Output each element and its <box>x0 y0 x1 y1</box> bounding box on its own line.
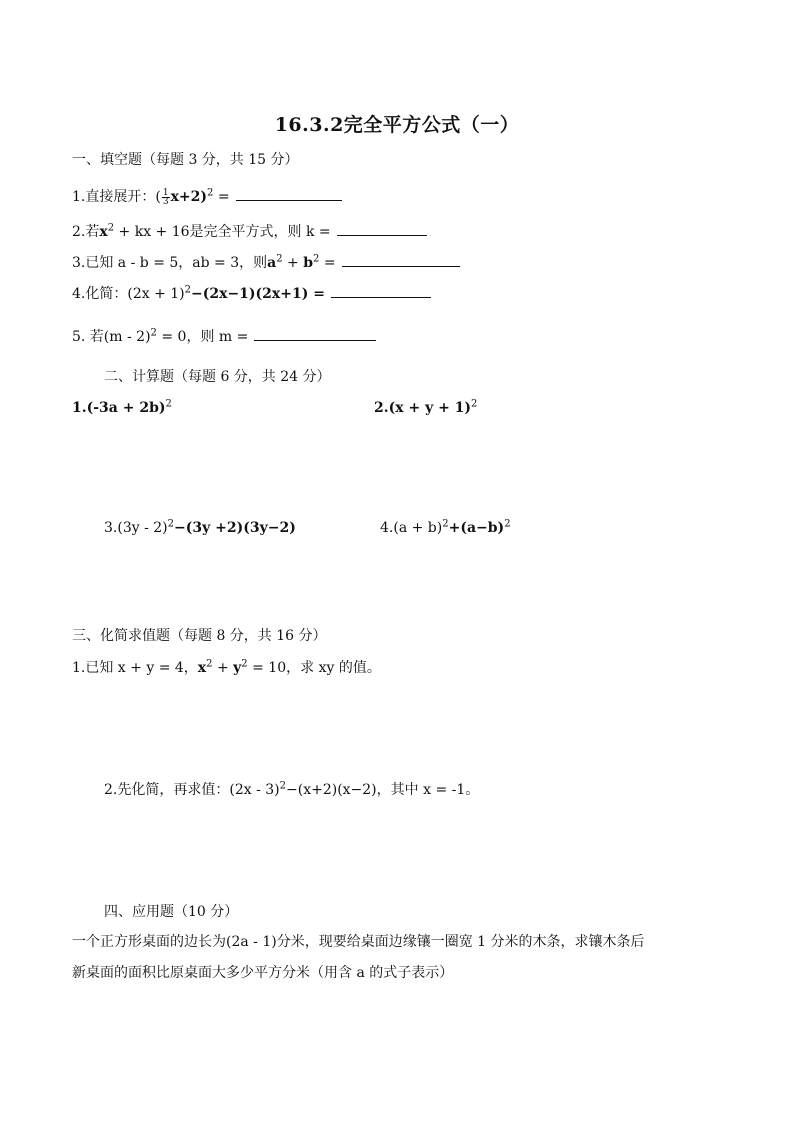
q1-1-expr: x+2) <box>170 189 208 205</box>
q3-2-prefix: 2.先化简，再求值：(2x - 3) <box>104 782 280 798</box>
q1-3-suffix: = <box>319 255 336 271</box>
q3-1-suffix: = 10，求 xy 的值。 <box>247 660 381 676</box>
q2-2-exponent: 2 <box>471 398 478 410</box>
q1-3-exp-b: 2 <box>313 253 320 265</box>
answer-blank <box>337 221 427 236</box>
q1-4-suffix: −(2x−1)(2x+1) = <box>191 286 325 302</box>
q1-4-prefix: 4.化简：(2x + 1) <box>72 286 185 302</box>
q1-5-suffix: = 0，则 m = <box>156 329 249 345</box>
q3-1-plus: + <box>212 660 234 676</box>
question-3-2 <box>104 780 479 800</box>
question-3-1 <box>72 658 381 678</box>
section-4-header: 四、应用题（10 分） <box>104 904 239 920</box>
fraction-one-third <box>162 189 170 206</box>
q1-3-exp-a: 2 <box>276 253 283 265</box>
q2-3-suffix: −(3y +2)(3y−2) <box>174 520 296 536</box>
q2-3-exponent: 2 <box>167 518 175 530</box>
q2-1-exponent: 2 <box>165 398 172 410</box>
question-1-1 <box>72 186 342 207</box>
q3-1-prefix: 1.已知 x + y = 4， <box>72 660 198 676</box>
q1-3-b: b <box>303 255 314 271</box>
q2-4-middle: +(a−b) <box>448 520 505 536</box>
section-3-header: 三、化简求值题（每题 8 分，共 16 分） <box>72 628 327 644</box>
q2-4-prefix: 4.(a + b) <box>380 520 443 536</box>
q1-2-exponent: 2 <box>107 222 115 234</box>
q1-2-x: x <box>99 224 108 240</box>
answer-blank <box>342 252 460 267</box>
fraction-numerator: 1 <box>162 187 169 198</box>
question-4-line-2: 新桌面的面积比原桌面大多少平方分米（用含 a 的式子表示） <box>72 965 454 981</box>
q3-1-exp-x: 2 <box>206 658 213 670</box>
q2-4-exp2: 2 <box>504 518 511 530</box>
q2-1-text: 1.(-3a + 2b) <box>72 400 166 416</box>
q3-1-x: x <box>197 660 207 676</box>
q1-3-plus: + <box>282 255 304 271</box>
question-2-4 <box>380 518 511 538</box>
q3-1-exp-y: 2 <box>241 658 248 670</box>
q1-3-prefix: 3.已知 a - b = 5，ab = 3，则 <box>72 255 268 271</box>
question-1-5 <box>72 326 376 347</box>
page-title: 16.3.2完全平方公式（一） <box>274 114 520 136</box>
answer-blank <box>254 326 376 341</box>
section-2-header: 二、计算题（每题 6 分，共 24 分） <box>104 369 331 385</box>
q1-1-exponent: 2 <box>207 187 214 199</box>
question-2-3 <box>104 518 296 538</box>
question-2-1 <box>72 398 172 418</box>
q2-4-exp1: 2 <box>442 518 449 530</box>
question-4-line-1: 一个正方形桌面的边长为(2a - 1)分米，现要给桌面边缘镶一圈宽 1 分米的木条，求镶木条后 <box>72 934 645 950</box>
answer-blank <box>236 186 342 201</box>
q3-1-y: y <box>233 660 242 676</box>
question-1-4 <box>72 283 431 304</box>
q1-3-a: a <box>267 255 277 271</box>
q2-3-prefix: 3.(3y - 2) <box>104 520 168 536</box>
q1-5-prefix: 5. 若(m - 2) <box>72 329 151 345</box>
q1-1-suffix: = <box>213 189 230 205</box>
q1-2-middle: + kx + 16是完全平方式，则 k = <box>114 224 331 240</box>
q1-1-prefix: 1.直接展开：( <box>72 189 161 205</box>
question-1-2 <box>72 221 427 242</box>
q3-2-exponent: 2 <box>279 780 286 792</box>
answer-blank <box>331 283 431 298</box>
q2-2-text: 2.(x + y + 1) <box>374 400 472 416</box>
question-2-2 <box>374 398 477 418</box>
q1-5-exponent: 2 <box>150 327 157 339</box>
question-1-3 <box>72 252 460 273</box>
section-1-header: 一、填空题（每题 3 分，共 15 分） <box>72 152 299 168</box>
q3-2-suffix: −(x+2)(x−2)，其中 x = -1。 <box>286 782 480 798</box>
fraction-denominator: 3 <box>162 196 169 207</box>
q1-4-exponent: 2 <box>184 284 191 296</box>
q1-2-prefix: 2.若 <box>72 224 100 240</box>
